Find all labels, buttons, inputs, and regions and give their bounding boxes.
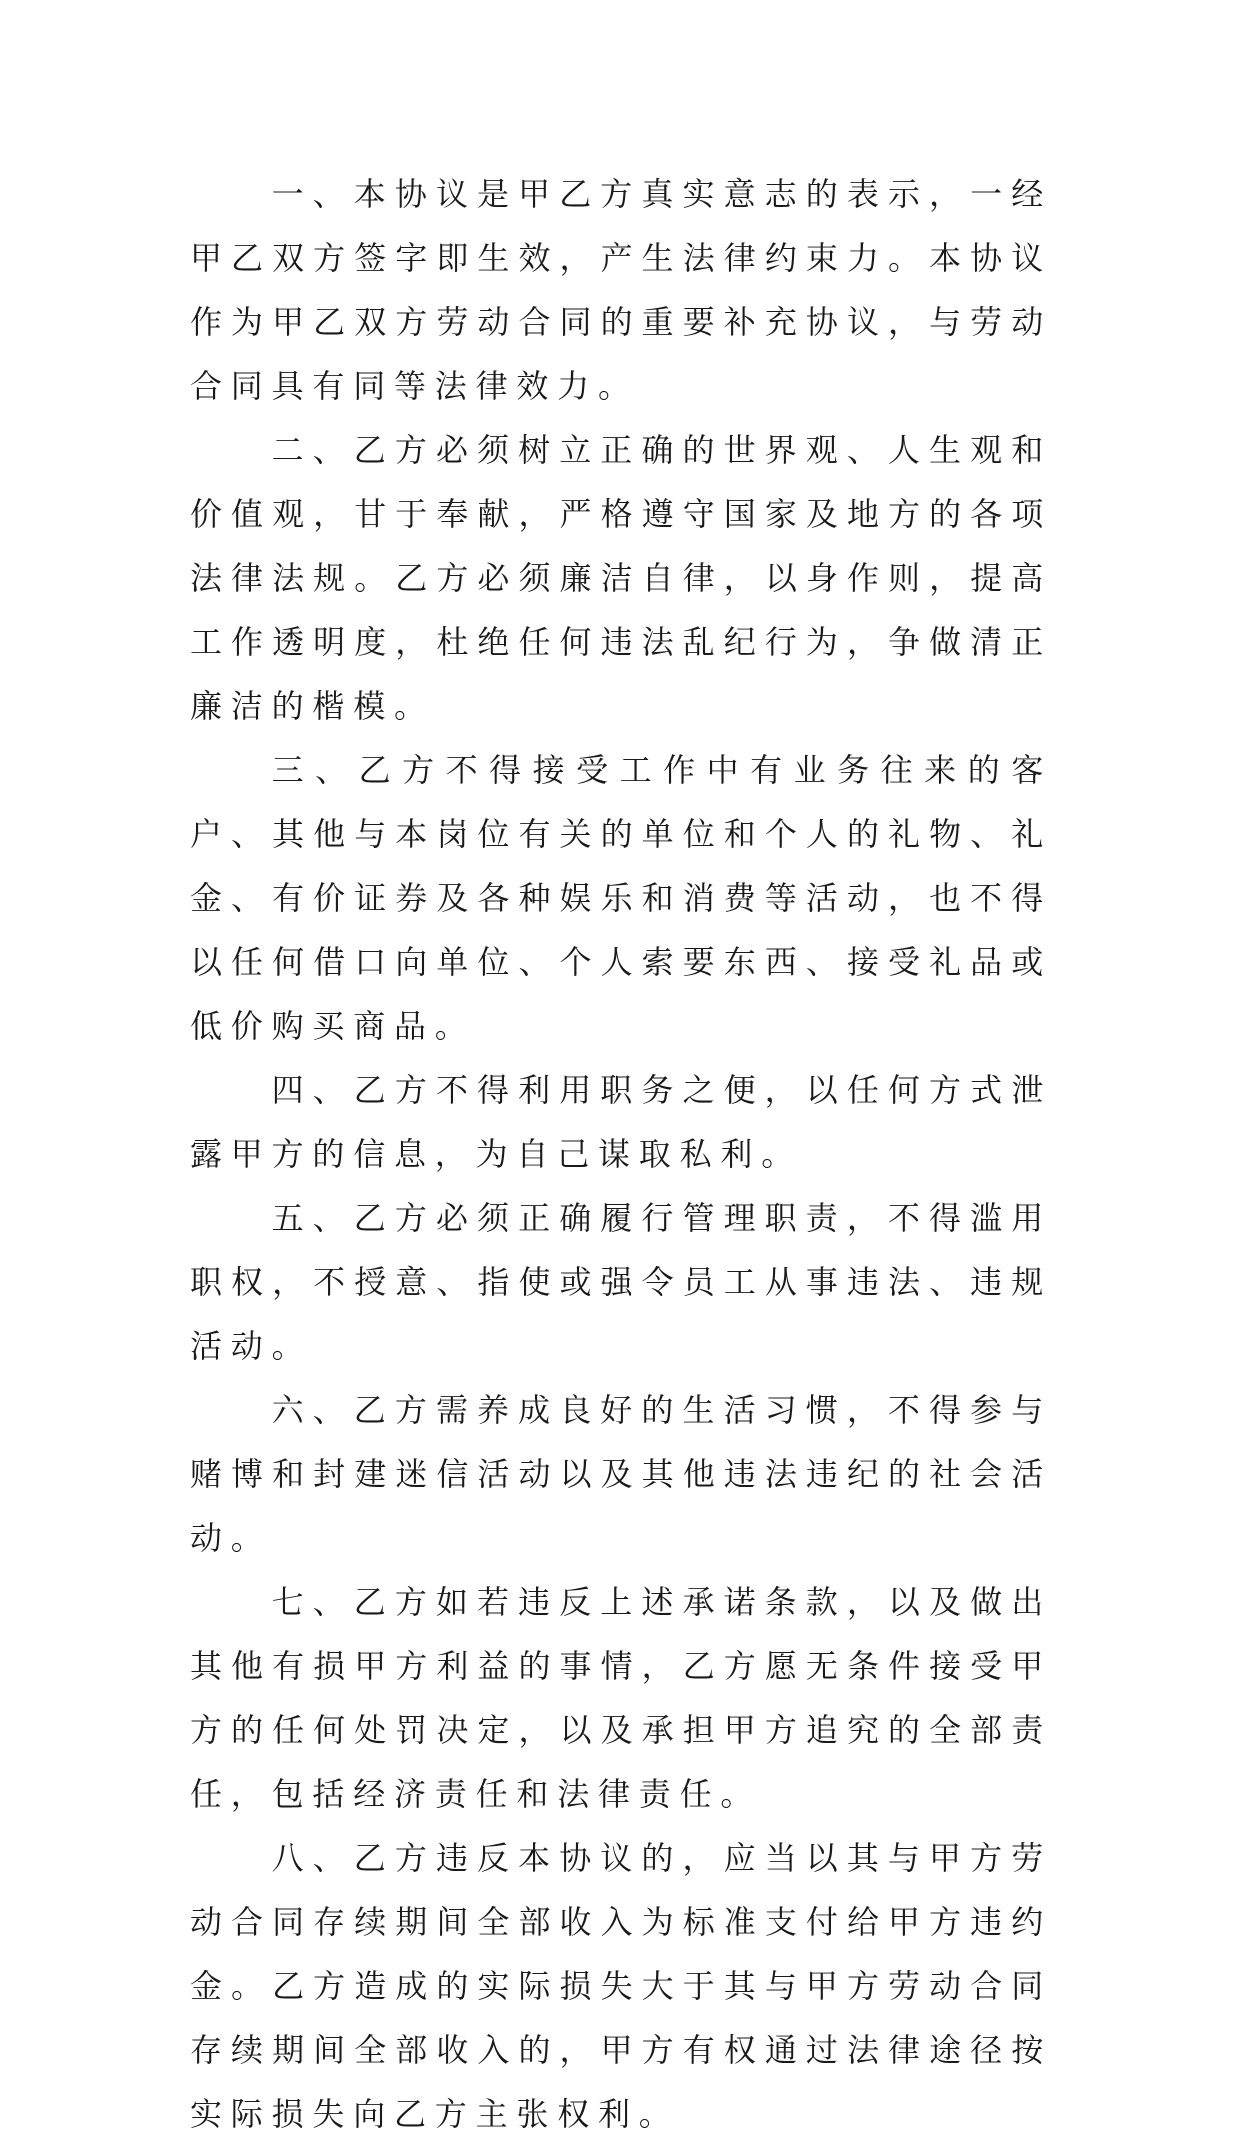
- clause-2: 二、乙方必须树立正确的世界观、人生观和价值观，甘于奉献，严格遵守国家及地方的各项法律法规。乙方必须廉洁自律，以身作则，提高工作透明度，杜绝任何违法乱纪行为，争做清正廉洁的楷模。: [190, 431, 1052, 725]
- clause-3: 三、乙方不得接受工作中有业务往来的客户、其他与本岗位有关的单位和个人的礼物、礼金、有价证券及各种娱乐和消费等活动，也不得以任何借口向单位、个人索要东西、接受礼品或低价购买商品。: [190, 751, 1052, 1045]
- clause-4: 四、乙方不得利用职务之便，以任何方式泄露甲方的信息，为自己谋取私利。: [190, 1071, 1052, 1173]
- document-body: [190, 162, 1052, 2146]
- clause-8: 八、乙方违反本协议的，应当以其与甲方劳动合同存续期间全部收入为标准支付给甲方违约金。乙方造成的实际损失大于其与甲方劳动合同存续期间全部收入的，甲方有权通过法律途径按实际损失向乙方主张权利。: [190, 1839, 1052, 2133]
- clause-1: 一、本协议是甲乙方真实意志的表示，一经甲乙双方签字即生效，产生法律约束力。本协议作为甲乙双方劳动合同的重要补充协议，与劳动合同具有同等法律效力。: [190, 175, 1052, 405]
- clause-6: 六、乙方需养成良好的生活习惯，不得参与赌博和封建迷信活动以及其他违法违纪的社会活动。: [190, 1391, 1052, 1557]
- clause-7: 七、乙方如若违反上述承诺条款，以及做出其他有损甲方利益的事情，乙方愿无条件接受甲方的任何处罚决定，以及承担甲方追究的全部责任，包括经济责任和法律责任。: [190, 1583, 1052, 1813]
- clause-5: 五、乙方必须正确履行管理职责，不得滥用职权，不授意、指使或强令员工从事违法、违规活动。: [190, 1199, 1052, 1365]
